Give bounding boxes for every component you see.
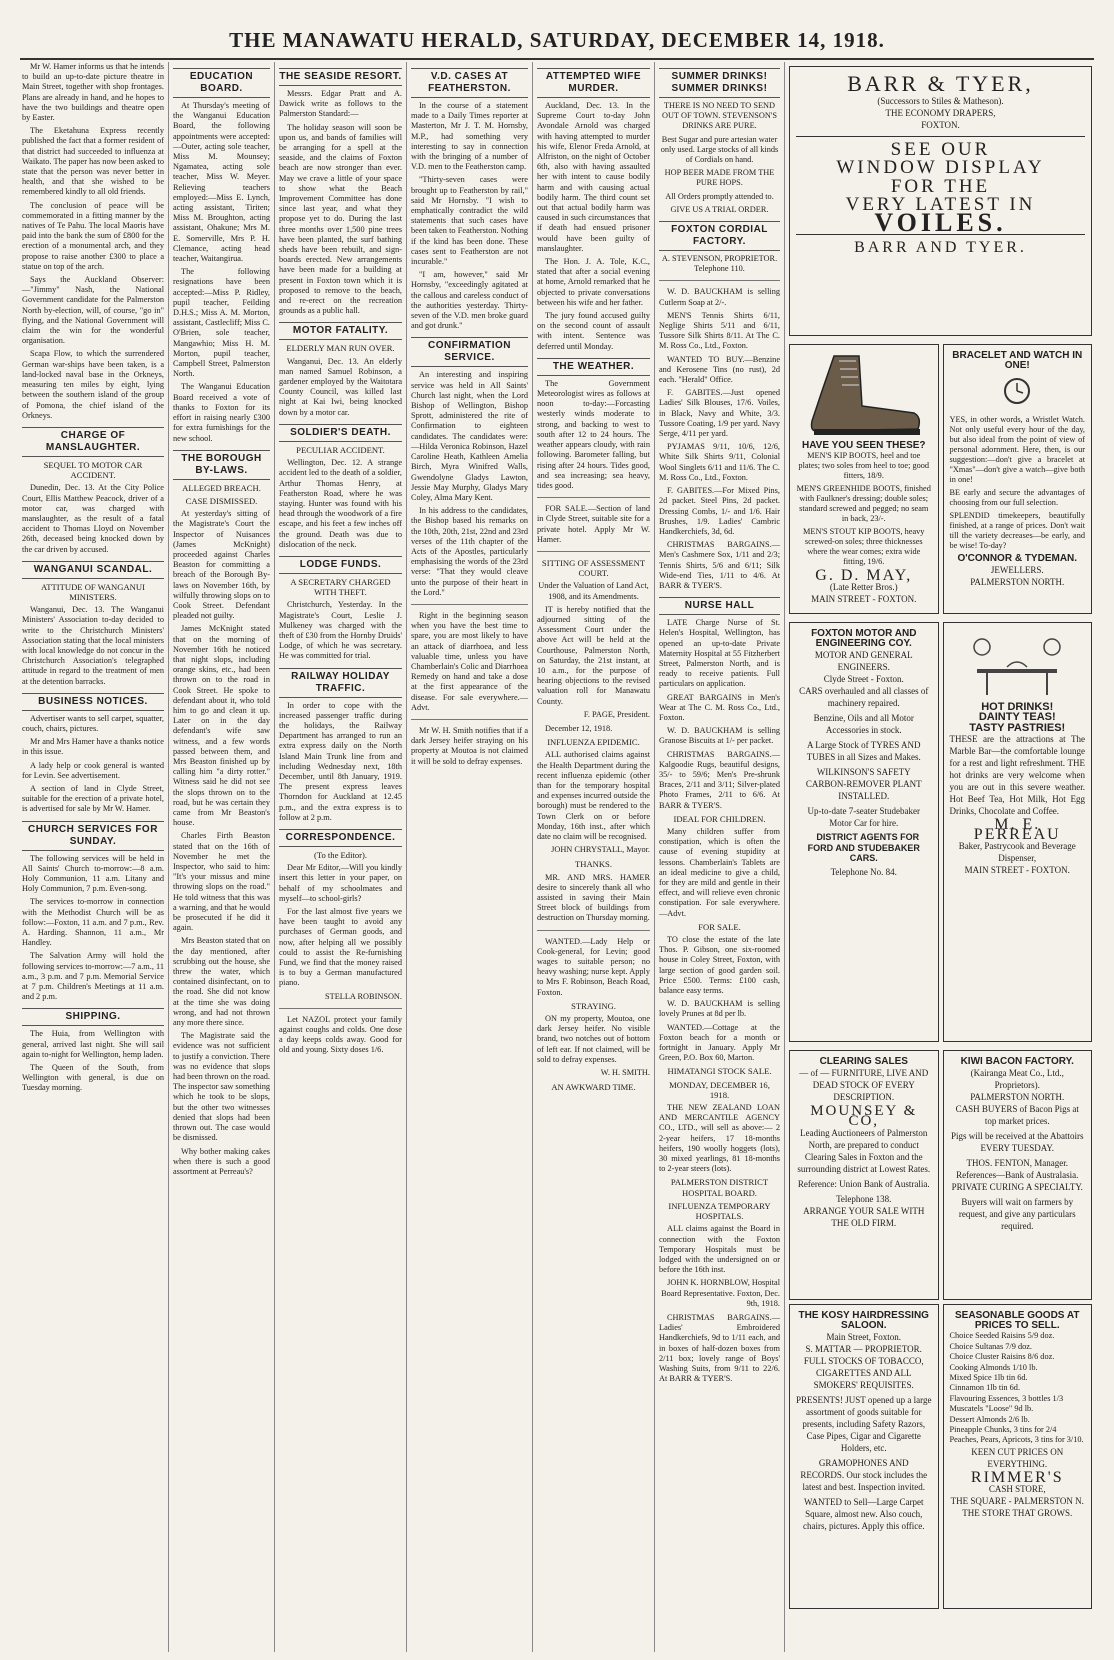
ad-text: YES, in other words, a Wristlet Watch. Not only useful every hour of the day, but also ideal from the point of view of personal adornment. Here, then, is our suggestion:—don't give a bracelet at "Xmas"—don't give a watch—give both in one! — [949, 414, 1085, 484]
news-paragraph: Messrs. Edgar Pratt and A. Dawick write as follows to the Palmerston Standard:— — [279, 89, 402, 119]
ad-g-d-may — [789, 344, 939, 614]
ad-line: THE SQUARE - PALMERSTON N. — [950, 1496, 1084, 1507]
notice-heading: STRAYING. — [571, 1000, 616, 1011]
headline-railway: RAILWAY HOLIDAY TRAFFIC. — [279, 668, 402, 698]
news-paragraph: At yesterday's sitting of the Magistrate's Court the Inspector of Nuisances (James McKnight) proceeded against Charles Beaston for committing a breach of the Borough By-laws on November 16th, by wilfully throwing slops on to Cook Street. Defendant pleaded not guilty. — [173, 509, 270, 621]
ad-text: All Orders promptly attended to. — [665, 191, 774, 201]
ad-heading: HOT DRINKS! — [981, 701, 1054, 714]
classified-ad: ALL claims against the Board in connection with the Foxton Temporary Hospitals must be lodged with the undersigned on or before the 16th inst. — [659, 1224, 780, 1275]
subheadline: ATTITUDE OF WANGANUI MINISTERS. — [41, 581, 145, 602]
ad-heading-nurse-hall: NURSE HALL — [659, 597, 780, 615]
ad-heading-summer-drinks: SUMMER DRINKS! SUMMER DRINKS! — [659, 68, 780, 98]
news-paragraph: Why bother making cakes when there is such a good assortment at Perreau's? — [173, 1146, 270, 1176]
divider — [411, 719, 528, 720]
ad-kosy-saloon — [789, 1304, 939, 1609]
column-1 — [18, 62, 168, 1652]
news-paragraph: "Thirty-seven cases were brought up to Featherston by rail," said Mr Hornsby. "I wish to emphatically contradict the wild statements that such cases have been taken to Featherston. Nothing if the kind has been done. These cases sent to Featherston are not incurable." — [411, 175, 528, 267]
ad-heading: THE KOSY HAIRDRESSING SALOON. — [798, 1310, 929, 1332]
boot-icon — [804, 351, 924, 441]
ad-text: BE early and secure the advantages of choosing from our full selection. — [949, 487, 1085, 507]
price-item: Choice Cluster Raisins 8/6 doz. — [949, 1352, 1055, 1362]
notice-heading: AN AWKWARD TIME. — [551, 1082, 636, 1093]
news-paragraph: James McKnight stated that on the morning of November 16th he noticed that night slops, including orange skins, etc., had been thrown on to the road in Cook Street. He spoke to defendant about it, who told him to go and clean it up. Later on in the day defendant's wife saw witness, and a few words passed between them, and Mrs Beaston finished up by calling him "a dirty rotter." Witness said he did not see the slops thrown on to the road, but he was certain they came from Mr Beaston's house. — [173, 624, 270, 828]
news-paragraph: Mr W. H. Smith notifies that if a dark Jersey heifer straying on his property at Moutoa is not claimed it will be sold to defray expenses. — [411, 725, 528, 766]
ad-oconnor-tydeman — [943, 344, 1093, 614]
ad-line: (Kairanga Meat Co., Ltd., Proprietors). — [970, 1068, 1064, 1091]
ad-heading: DAINTY TEAS! — [978, 711, 1056, 724]
headline-wanganui: WANGANUI SCANDAL. — [22, 561, 164, 579]
news-paragraph: In order to cope with the increased passenger traffic during the holidays, the Railway Department has arranged to run an extra express daily on the North Island Main Trunk line from and including Wednesday next, 18th December, until 8th January, 1919. The present express leaves Thorndon for Auckland at 12.45 p.m., and the extra express is to follow at 2 p.m. — [279, 700, 402, 822]
notice-heading: FOR SALE. — [698, 921, 741, 932]
ad-line: FOR THE — [890, 175, 991, 197]
classified-ad: Many children suffer from constipation, which is often the cause of evening stupidity at lessons. Chamberlain's Tablets are an ideal medicine to give a child, for they are mild and gentle in their effect, and will relieve even chronic constipation. For sale everywhere.—Advt. — [659, 826, 780, 918]
subheadline: SEQUEL TO MOTOR CAR ACCIDENT. — [43, 459, 143, 481]
headline-attempted-murder: ATTEMPTED WIFE MURDER. — [537, 68, 650, 98]
news-paragraph: Mr W. Hamer informs us that he intends to build an up-to-date picture theatre in Main Street, together with shop frontages. Plans are already in hand, and he hopes to have the two buildings and theatre open by Easter. — [22, 62, 164, 123]
ad-line: FOXTON. — [921, 120, 960, 131]
price-item: Muscatels "Loose" 9d lb. — [949, 1404, 1034, 1414]
ad-name: RIMMER'S — [970, 1468, 1064, 1486]
headline-business: BUSINESS NOTICES. — [22, 693, 164, 711]
news-paragraph: The Salvation Army will hold the following services to-morrow:—7 a.m., 11 a.m., 3 p.m. and 7 p.m. Memorial Service at 7 p.m. Children's Meetings at 11 a.m. and 2 p.m. — [22, 951, 164, 1002]
column-6 — [654, 62, 784, 1652]
headline-lodge: LODGE FUNDS. — [279, 556, 402, 574]
ad-text: THERE IS NO NEED TO SEND OUT OF TOWN. STEVENSON'S DRINKS ARE PURE. — [662, 101, 777, 131]
ad-line: Telephone 138. — [836, 1193, 892, 1204]
notice-text: Under the Valuation of Land Act, 1908, and its Amendments. — [538, 581, 649, 601]
price-item: Peaches, Pears, Apricots, 3 tins for 3/10. — [949, 1435, 1084, 1445]
classified-ad: LATE Charge Nurse of St. Helen's Hospital, Wellington, has opened an up-to-date Private Maternity Hospital at 55 Fitzherbert Street, Palmerston North, and is ready to receive patients. Full particulars on application. — [659, 618, 780, 689]
news-paragraph: In his address to the candidates, the Bishop based his remarks on the 10th, 20th, 21st, 22nd and 23rd verses of the 11th chapter of the Acts of the Apostles, particularly emphasising the words of the 23rd verse: "That they would cleave unto the purpose of their heart in the Lord." — [411, 506, 528, 597]
news-paragraph: The holiday season will soon be upon us, and bands of families will be arranging for a spell at the seaside, and the claims of Foxton beach are now stronger than ever. May we crave a little of your space to show what the Beach Improvement Committee has done since last year, and what they propose yet to do. During the last three months over 1,500 pine trees have been planted, the surf bathing sheds have been rebuilt, and sign-boards erected. New arrangements have been made for a building at present in Foxton town which it is proposed to remove to the beach, and re-erect on the recreation grounds as a public hall. — [279, 122, 402, 316]
ad-name: G. D. MAY, — [815, 567, 913, 585]
ad-text: THOS. FENTON, Manager. References—Bank of Australasia. PRIVATE CURING A SPECIALTY. — [951, 1158, 1083, 1193]
headline-confirmation: CONFIRMATION SERVICE. — [411, 337, 528, 367]
classified-ad: W. D. BAUCKHAM is selling Granose Biscuits at 1/- per packet. — [659, 726, 780, 746]
news-paragraph: The following resignations have been accepted:—Miss P. Ridley, pupil teacher, Feilding D.H.S.; Miss A. M. Morton, assistant, Castlecliff; Miss C. O'Brien, sole teacher, Mangawhio; Miss H. M. Morton, pupil teacher, Campbell Street, Palmerston North. — [173, 267, 270, 379]
notice-subheading: INFLUENZA TEMPORARY HOSPITALS. — [668, 1200, 771, 1222]
ad-rimmers — [943, 1304, 1093, 1609]
headline-borough: THE BOROUGH BY-LAWS. — [173, 450, 270, 480]
ad-heading: CLEARING SALES — [819, 1056, 908, 1067]
classified-ad: MEN'S Tennis Shirts 6/11, Neglige Shirts 5/11 and 6/11, Tussore Silk Shirts 8/11. At The C. M. Ross Co., Ltd., Foxton. — [659, 310, 780, 351]
watch-icon — [997, 371, 1037, 411]
news-paragraph: Wellington, Dec. 12. A strange accident led to the death of a soldier, Arthur Thomas Henry, at Featherston Road, where he was staying. Hunter was found with his head through the woodwork of a fire escape, and his feet a few inches off the ground. Death was due to dislocation of the neck. — [279, 458, 402, 549]
ad-text: MEN'S KIP BOOTS, heel and toe plates; two soles from heel to toe; good fitters, 18/9. — [798, 451, 930, 481]
headline-correspondence: CORRESPONDENCE. — [279, 829, 402, 847]
ad-line: MOTOR AND GENERAL ENGINEERS. — [814, 650, 913, 673]
notice-text: IT is hereby notified that the adjourned sitting of the Assessment Court under the above Act will be held at the Courthouse, Palmerston North, on Saturday, the 21st instant, at 10 a.m., for the purpose of hearing objections to the revised valuation roll for Manawatu County. — [537, 604, 650, 706]
ad-text: GRAMOPHONES AND RECORDS. Our stock includes the latest and best. Inspection invited. — [800, 1458, 928, 1493]
ad-text: GIVE US A TRIAL ORDER. — [670, 204, 769, 214]
ad-name: M. E. PERREAU — [973, 815, 1061, 844]
notice-text: ON my property, Moutoa, one dark Jersey heifer. No visible brand, two notches out of bottom of left ear. If not claimed, will be sold to defray expenses. — [537, 1014, 650, 1064]
ad-text: SPLENDID timekeepers, beautifully finished, at a range of prices. Don't wait till the variety decreases—be early, and be wise! To-day? — [949, 510, 1085, 550]
ad-line: Main Street, Foxton. — [826, 1332, 901, 1343]
headline-manslaughter: CHARGE OF MANSLAUGHTER. — [22, 427, 164, 457]
notice-date: December 12, 1918. — [545, 723, 613, 733]
ad-heading: BRACELET AND WATCH IN ONE! — [952, 350, 1083, 372]
column-2 — [168, 62, 274, 1652]
price-item: Flavouring Essences, 3 bottles 1/3 — [949, 1393, 1064, 1403]
ad-title: BARR & TYER, — [847, 71, 1034, 96]
signature: F. PAGE, President. — [583, 709, 650, 719]
ad-text: — of — FURNITURE, LIVE AND DEAD STOCK OF EVERY DESCRIPTION. — [799, 1068, 929, 1103]
news-paragraph: The Queen of the South, from Wellington with general, is due on Tuesday morning. — [22, 1063, 164, 1093]
ad-text: Best Sugar and pure artesian water only used. Large stocks of all kinds of Cordials on hand. — [660, 134, 779, 165]
news-paragraph: In the course of a statement made to a Daily Times reporter at Masterton, Mr J. T. M. Hornsby, M.P., had something very interesting to say in connection with the bringing of a number of V.D. men to the Featherston camp. — [411, 101, 528, 172]
news-paragraph: Says the Auckland Observer:—"Jimmy" Nash, the National Government candidate for the Palmerston North by-election, will, of course, "go in" flying, and the National Government will claim the win for the wonderful organisation. — [22, 275, 164, 346]
headline-weather: THE WEATHER. — [537, 358, 650, 376]
ad-stack — [789, 1046, 939, 1613]
news-paragraph: Wanganui, Dec. 13. An elderly man named Samuel Robinson, a gardener employed by the Waitotara County Council, was killed last night at Kai Iwi, being knocked down by a motor car. — [279, 356, 402, 417]
news-paragraph: A lady help or cook general is wanted for Levin. See advertisement. — [22, 760, 164, 780]
price-item: Cooking Almonds 1/10 lb. — [949, 1362, 1038, 1372]
ad-text: A. STEVENSON, PROPRIETOR. Telephone 110. — [661, 254, 778, 274]
price-list — [950, 1331, 1086, 1445]
notice-heading: INFLUENZA EPIDEMIC. — [547, 737, 640, 748]
news-paragraph: The jury found accused guilty on the second count of assault with intent. Sentence was deferred until Monday. — [537, 311, 650, 351]
news-paragraph: Christchurch, Yesterday. In the Magistrate's Court, Leslie J. Mulkeney was charged with the theft of £30 from the Hornby Druids' Lodge, of which he was secretary. He was committed for trial. — [279, 600, 402, 661]
news-paragraph: At Thursday's meeting of the Wanganui Education Board, the following appointments were accepted:—Outer, acting sole teacher, Miss M. Mounsey; Ngamatea, acting sole teacher, Miss W. Meyer. Relieving teachers employed:—Miss E. Lynch, acting assistant, Tiriten; Miss M. Broughton, acting assistant, Ohakune; Mrs M. E. Somerville, Mrs P. H. Clemance, acting head teacher, Waitangirua. — [173, 101, 270, 264]
news-paragraph: Auckland, Dec. 13. In the Supreme Court to-day John Avondale Arnold was charged with having attempted to murder his wife, Elenor Freda Arnold, at Alfriston, on the night of October 6th, also with having assaulted her with intent to cause bodily harm and with causing actual bodily harm. The third count set out that actual bodily harm was caused in such circumstances that if death had ensued prisoner would have been guilty of manslaughter. — [537, 101, 650, 253]
divider — [659, 280, 780, 281]
classified-ad: W. D. BAUCKHAM is selling Cutlerm Soap at 2/-. — [659, 287, 780, 307]
classified-ad: CHRISTMAS BARGAINS.—Men's Cashmere Sox, 1/11 and 2/3; Tennis Shirts, 5/6 and 6/11; Silk Wide-end Ties, 1/11 to 4/6. At BARR & TYER'S. — [659, 540, 780, 590]
ad-text: MEN'S GREENHIDE BOOTS, finished with Faulkner's dressing; double soles; standard screwed and pegged; no seam in back, 23/-. — [796, 484, 931, 524]
ad-foxton-motor — [789, 622, 939, 1042]
ad-text: HOP BEER MADE FROM THE PURE HOPS. — [664, 168, 775, 188]
price-item: Pineapple Chunks, 3 tins for 2/4 — [949, 1425, 1057, 1435]
ad-text: Up-to-date 7-seater Studebaker Motor Car for hire. — [807, 806, 920, 829]
ad-row — [789, 618, 1092, 1046]
ad-text: KEEN CUT PRICES ON EVERYTHING. — [971, 1446, 1064, 1469]
signature: STELLA ROBINSON. — [325, 991, 402, 1001]
column-4 — [406, 62, 532, 1652]
ad-text: Buyers will wait on farmers by request, and give any particulars required. — [958, 1197, 1076, 1232]
ad-stack — [943, 1046, 1093, 1613]
price-item: Choice Seeded Raisins 5/9 doz. — [949, 1331, 1055, 1341]
news-paragraph: The following services will be held in All Saints' Church to-morrow:—8 a.m. Holy Communion, 11 a.m. Litany and Holy Communion, 7 p.m. Even-song. — [22, 853, 164, 894]
masthead: THE MANAWATU HERALD, SATURDAY, DECEMBER 14, 1918. — [20, 28, 1094, 60]
ad-line: WINDOW DISPLAY — [836, 157, 1045, 179]
ad-text: Benzine, Oils and all Motor Accessories in stock. — [813, 713, 914, 736]
news-paragraph: The Wanganui Education Board received a vote of thanks to Foxton for its effort in raising nearly £300 for extra furnishings for the new school. — [173, 382, 270, 443]
ad-line: S. MATTAR — PROPRIETOR. — [805, 1344, 922, 1355]
news-paragraph: Dunedin, Dec. 13. At the City Police Court, Ellis Matthew Peacock, driver of a motor car, was charged with manslaughter, as the result of a fatal accident to Thomas Lloyd on November 26th, deceased being knocked down by the car driven by accused. — [22, 483, 164, 554]
ad-line: (Late Retter Bros.) — [829, 582, 898, 593]
signature: W. H. SMITH. — [600, 1068, 650, 1078]
classified-ad: CHRISTMAS BARGAINS.—Kalgoodie Rugs, beautiful designs, 35/- to 59/6; Men's Pre-shrunk Braces, 2/11 and 3/11; Silver-plated Photo Frames, 2/11 to 6/6. At BARR & TYER'S. — [659, 749, 780, 810]
notice-heading: PALMERSTON DISTRICT HOSPITAL BOARD. — [670, 1177, 769, 1198]
ad-heading: TASTY PASTRIES! — [969, 721, 1066, 734]
column-3 — [274, 62, 406, 1652]
subheadline: A SECRETARY CHARGED WITH THEFT. — [290, 576, 391, 598]
ad-line: PALMERSTON NORTH. — [970, 1092, 1065, 1103]
divider — [537, 930, 650, 931]
price-item: Dessert Almonds 2/6 lb. — [949, 1414, 1030, 1424]
news-paragraph: The Government Meteorologist wires as follows at noon to-day:—Forcasting westerly winds moderate to strong, and backing to west to south after 12 to 24 hours. The weather appears cloudy, with rain following. Barometer falling, but rising after 24 hours. Tides good, and sea increasing; sea heavy, tides good. — [537, 378, 650, 490]
ad-text: WILKINSON'S SAFETY CARBON-REMOVER PLANT INSTALLED. — [805, 767, 922, 802]
subheadline: CASE DISMISSED. — [185, 495, 258, 506]
news-paragraph: The Magistrate said the evidence was not sufficient to justify a conviction. There was no evidence that slops had been thrown on the road. The inspector saw something which he took to be slops, but the other two witnesses denied that slops had been thrown out. The case would be dismissed. — [173, 1031, 271, 1143]
news-paragraph: The Huia, from Wellington with general, arrived last night. She will sail again to-night for Wellington, hemp laden. — [22, 1029, 164, 1059]
notice-text: MR. AND MRS. HAMER desire to sincerely thank all who assisted in saving their Main Street block of buildings from destruction on Thursday morning. — [537, 872, 650, 923]
price-item: Mixed Spice 1lb tin 6d. — [949, 1373, 1028, 1383]
ad-line: THE STORE THAT GROWS. — [962, 1508, 1073, 1519]
headline-shipping: SHIPPING. — [22, 1008, 164, 1026]
classified-ad: F. GABITES.—Just opened Ladies' Silk Blouses, 17/6. Voiles, in Black, Navy and White, 3/3. Tussore Coating, 1/9 per yard. Navy Serge, 4/11 per yard. — [659, 388, 780, 439]
notice-text: ALL authorised claims against the Health Department during the recent influenza epidemic (other than for the temporary hospital and expenses incurred outside the borough) must be rendered to the Town Clerk on or before Monday, 16th inst., after which date no claim will be recognised. — [537, 750, 650, 841]
headline-education: EDUCATION BOARD. — [173, 68, 270, 98]
ad-text: MEN'S STOUT KIP BOOTS, heavy screwed-on soles; three thicknesses where the wear comes; extra wide fitting, 19/6. — [803, 527, 925, 567]
column-ads — [784, 62, 1096, 1652]
news-paragraph: Advertiser wants to sell carpet, squatter, couch, chairs, pictures. — [22, 713, 164, 733]
news-paragraph: Let NAZOL protect your family against coughs and colds. One dose a day keeps colds away. Good for old and young. Sixty doses 1/6. — [279, 1014, 402, 1055]
ad-line: BARR AND TYER. — [854, 239, 1027, 257]
ad-line: MAIN STREET - FOXTON. — [811, 594, 917, 605]
classified-ad: PYJAMAS 9/11, 10/6, 12/6, White Silk Shirts 9/11, Colonial Wool Singlets 6/11 and 11/6. The C. M. Ross Co., Ltd., Foxton. — [659, 442, 780, 482]
classified-ad: GREAT BARGAINS in Men's Wear at The C. M. Ross Co., Ltd., Foxton. — [659, 692, 780, 722]
divider — [796, 136, 1085, 137]
ad-text: FULL STOCKS OF TOBACCO, CIGARETTES AND ALL SMOKERS' REQUISITES. — [803, 1356, 924, 1391]
classified-ad: TO close the estate of the late Thos. P. Gibson, one six-roomed house in Coley Street, Foxton, with large section of good garden soil. Price £500. Terms: £100 cash, balance easy terms. — [659, 935, 780, 996]
ad-perreau — [943, 622, 1093, 1042]
ad-text: ARRANGE YOUR SALE WITH THE OLD FIRM. — [803, 1205, 925, 1228]
news-paragraph: The Hon. J. A. Tole, K.C., stated that after a social evening at home, Arnold remarked that he objected to private conversations between his wife and her father. — [537, 257, 650, 307]
ad-line: MAIN STREET - FOXTON. — [964, 865, 1070, 876]
ad-name: MOUNSEY & CO, — [810, 1103, 918, 1130]
subheadline: ELDERLY MAN RUN OVER. — [286, 343, 395, 354]
ad-heading: SEASONABLE GOODS AT PRICES TO SELL. — [955, 1310, 1080, 1332]
ad-heading-cordial-factory: FOXTON CORDIAL FACTORY. — [659, 221, 780, 251]
news-paragraph: Right in the beginning season when you have the best time to spare, you are most likely to have an attack of diarrhoea, and less valuable time, unless you have Chamberlain's Colic and Diarrhoea Remedy on hand and take a dose at the first appearance of the disease. For sale everywhere.—Advt. — [411, 610, 528, 712]
news-paragraph: Dear Mr Editor,—Will you kindly insert this letter in your paper, on behalf of my schoolmates and myself—to school-girls? — [279, 863, 402, 903]
classified-ad: WANTED.—Lady Help or Cook-general, for Levin; good wages to suitable person; no heavy washing; nurse kept. Apply to Mrs F. Robinson, Beach Road, Foxton. — [537, 936, 650, 997]
classified-ad: FOR SALE.—Section of land in Clyde Street, suitable site for a private hotel. Apply Mr W. Hamer. — [537, 504, 650, 544]
column-5 — [532, 62, 654, 1652]
ad-line: VOILES. — [874, 208, 1007, 238]
ad-name: O'CONNOR & TYDEMAN. — [957, 552, 1078, 564]
headline-resort: THE SEASIDE RESORT. — [279, 68, 402, 86]
ad-subtitle: (Successors to Stiles & Matheson). — [877, 96, 1004, 107]
divider — [537, 497, 650, 498]
ad-heading: KIWI BACON FACTORY. — [960, 1056, 1074, 1067]
news-paragraph: Mr and Mrs Hamer have a thanks notice in this issue. — [22, 737, 164, 757]
ad-text: Pigs will be received at the Abattoirs EVERY TUESDAY. — [951, 1131, 1084, 1154]
price-item: Choice Sultanas 7/9 doz. — [949, 1341, 1032, 1351]
notice-subheading: MONDAY, DECEMBER 16, 1918. — [669, 1079, 770, 1100]
notice-heading: THANKS. — [574, 859, 612, 870]
ad-text: Leading Auctioneers of Palmerston North, are prepared to conduct Clearing Sales in Foxton and the surrounding district at Lowest Rates. — [797, 1127, 931, 1174]
news-paragraph: The Eketahuna Express recently published the fact that a former resident of that district had succeeded to influenza at Waikato. The paper has now been asked to state that the person was never better in health, and that she wished to be remembered kindly to all old friends. — [22, 126, 164, 197]
ad-text: WANTED to Sell—Large Carpet Square, almost new. Also couch, chairs, pictures. Apply this office. — [802, 1497, 925, 1532]
news-paragraph: A section of land in Clyde Street, suitable for the erection of a private hotel, is advertised for sale by Mr W. Hamer. — [22, 783, 164, 814]
ad-line: JEWELLERS. — [990, 564, 1044, 575]
ad-heading: HAVE YOU SEEN THESE? — [801, 440, 926, 451]
divider — [279, 1008, 402, 1009]
news-paragraph: The services to-morrow in connection with the Methodist Church will be as follow:—Foxton, 11 a.m. and 7 p.m., Rev. A. Harding. Shannon, 11 a.m., Mr Handley. — [22, 897, 164, 948]
ad-line: Baker, Pastrycook and Beverage Dispenser, — [958, 841, 1076, 864]
subheadline: ALLEGED BREACH. — [182, 482, 261, 493]
headline-vd-cases: V.D. CASES AT FEATHERSTON. — [411, 68, 528, 98]
classified-ad: WANTED TO BUY.—Benzine and Kerosene Tins (no rust), 2d each. "Herald" Office. — [659, 354, 780, 385]
ad-row — [789, 340, 1092, 618]
ad-barr-and-tyer — [789, 66, 1092, 336]
ad-line: VERY LATEST IN — [845, 193, 1036, 215]
news-paragraph: Mrs Beaston stated that on the day mentioned, after scrubbing out the house, she threw the water, which contained disinfectant, on to the road. She did not know at the time she was doing wrong, and had not thrown any more there since. — [173, 936, 270, 1028]
classified-ad: W. D. BAUCKHAM is selling lovely Prunes at 8d per lb. — [659, 999, 780, 1019]
classified-ad: F. GABITES.—For Mixed Pins, 2d packet. Steel Pins, 2d packet. Dressing Combs, 1/- and 1/6. Hair Brushes, 1/9. Ladies' Cambric Handkerchiefs, 3d, 6d. — [659, 486, 780, 536]
news-paragraph: Wanganui, Dec. 13. The Wanganui Ministers' Association to-day decided to write to the Christchurch Ministers' Association stating that the local ministers with local knowledge do not concur in the Christchurch Association's telegraphed attitude in regard to the treatment of men at the detention barracks. — [22, 605, 164, 686]
ad-line: SEE OUR — [890, 139, 991, 161]
notice-heading: IDEAL FOR CHILDREN. — [673, 813, 766, 824]
ad-text: PRESENTS! JUST opened up a large assortment of goods suitable for presents, including Safety Razors, Case Pipes, Cigar and Cigarette Holders, etc. — [796, 1395, 932, 1454]
divider — [537, 551, 650, 552]
news-paragraph: The conclusion of peace will be commemorated in a fitting manner by the natives of Te Pahu. The local Maoris have paid into the bank the sum of £800 for the erection of a monumental arch, and they propose to raise another £300 to place a statue on top of the arch. — [22, 200, 164, 271]
signature: JOHN K. HORNBLOW, Hospital Board Representative. Foxton, Dec. 9th, 1918. — [661, 1278, 780, 1308]
ad-kiwi-bacon — [943, 1050, 1093, 1300]
headline-fatality: MOTOR FATALITY. — [279, 322, 402, 340]
notice-heading: SITTING OF ASSESSMENT COURT. — [541, 557, 646, 579]
news-paragraph: "I am, however," said Mr Hornsby, "exceedingly agitated at the callous and careless conduct of the authorities yesterday. Thirty-seven of the V.D. men broke guard and got drunk." — [411, 270, 528, 331]
ad-text: CASH BUYERS of Bacon Pigs at top market prices. — [955, 1104, 1079, 1127]
ad-mounsey — [789, 1050, 939, 1300]
ad-row — [789, 1046, 1092, 1613]
ad-line: PALMERSTON NORTH. — [970, 576, 1065, 587]
ad-text: DISTRICT AGENTS FOR FORD AND STUDEBAKER CARS. — [807, 832, 920, 863]
price-item: Cinnamon 1lb tin 6d. — [949, 1383, 1021, 1393]
ad-line: CASH STORE, — [988, 1484, 1046, 1495]
classified-ad: WANTED.—Cottage at the Foxton beach for a month or fortnight in January. Apply Mr Green, P.O. Box 60, Marton. — [659, 1022, 780, 1063]
headline-church: CHURCH SERVICES FOR SUNDAY. — [22, 821, 164, 851]
news-paragraph: An interesting and inspiring service was held in All Saints' Church last night, when the Lord Bishop of Wellington, Bishop Sprott, administered the rite of Confirmation to eighteen candidates. The candidates were:—Hilda Veronica Robinson, Hazel Caroline Heath, Kathleen Amelia Birch, Myra Winifred Walls, Gwendolyne Gladys Lawton, Jessie May Murphy, Gladys Mary Coley, Alma Mary Kent. — [411, 370, 528, 502]
divider — [411, 604, 528, 605]
headline-soldier: SOLDIER'S DEATH. — [279, 424, 402, 442]
subheadline: (To the Editor). — [313, 849, 368, 860]
classified-ad: CHRISTMAS BARGAINS.—Ladies' Embroidered Handkerchiefs, 9d to 1/11 each, and in boxes of half-dozen boxes from 2/11 box; lovely range of Boys' Washing Suits, from 9/11 to 22/6. At BARR & TYER'S. — [659, 1312, 780, 1384]
ad-text: THESE are the attractions at The Marble Bar—the comfortable lounge for a rest and light refreshment. THE hot drinks are very welcome when you are out in this severe weather. Hot Beef Tea, Hot Milk, Hot Egg Drinks, Chocolate and Coffee. — [949, 733, 1085, 816]
ad-line: Telephone No. 84. — [830, 867, 897, 878]
news-paragraph: Charles Firth Beaston stated that on the 16th of November he met the Inspector, who said to him: "It's your missus and mine throwing slops on the road." He told witness that this was a warning, and that he would be prosecuted if he did it again. — [173, 831, 270, 933]
subheadline: PECULIAR ACCIDENT. — [296, 444, 385, 455]
ad-text: Reference: Union Bank of Australia. — [797, 1178, 930, 1189]
news-paragraph: Scapa Flow, to which the surrendered German war-ships have been taken, is a land-locked naval base in the Orkneys, measuring ten miles by eight, lying between the southern island of the group of Pomona, the chief island of the Orkneys. — [22, 349, 164, 420]
ad-line: Clyde Street - Foxton. — [823, 674, 904, 685]
ad-heading: FOXTON MOTOR AND ENGINEERING COY. — [811, 628, 917, 650]
tea-table-icon — [957, 629, 1077, 699]
ad-text: CARS overhauled and all classes of machinery repaired. — [799, 686, 929, 709]
ad-text: A Large Stock of TYRES AND TUBES in all Sizes and Makes. — [806, 740, 921, 763]
news-paragraph: For the last almost five years we have been taught to avoid any purchases of German goods, and now, after helping all we possibly could to assist the Re-furnishing Fund, we find that the money raised is to buy a German manufactured piano. — [279, 907, 402, 988]
classified-ad: THE NEW ZEALAND LOAN AND MERCANTILE AGENCY CO., LTD., will sell as above:— 2 2-year heifers, 17 18-months heifers, 190 woolly hoggets (lots), 30 mixed yearlings, 81 18-months to 2-year steers (lots). — [659, 1103, 780, 1174]
notice-heading: HIMATANGI STOCK SALE. — [667, 1066, 772, 1077]
signature: JOHN CHRYSTALL, Mayor. — [551, 845, 650, 855]
ad-line: THE ECONOMY DRAPERS, — [885, 108, 996, 119]
